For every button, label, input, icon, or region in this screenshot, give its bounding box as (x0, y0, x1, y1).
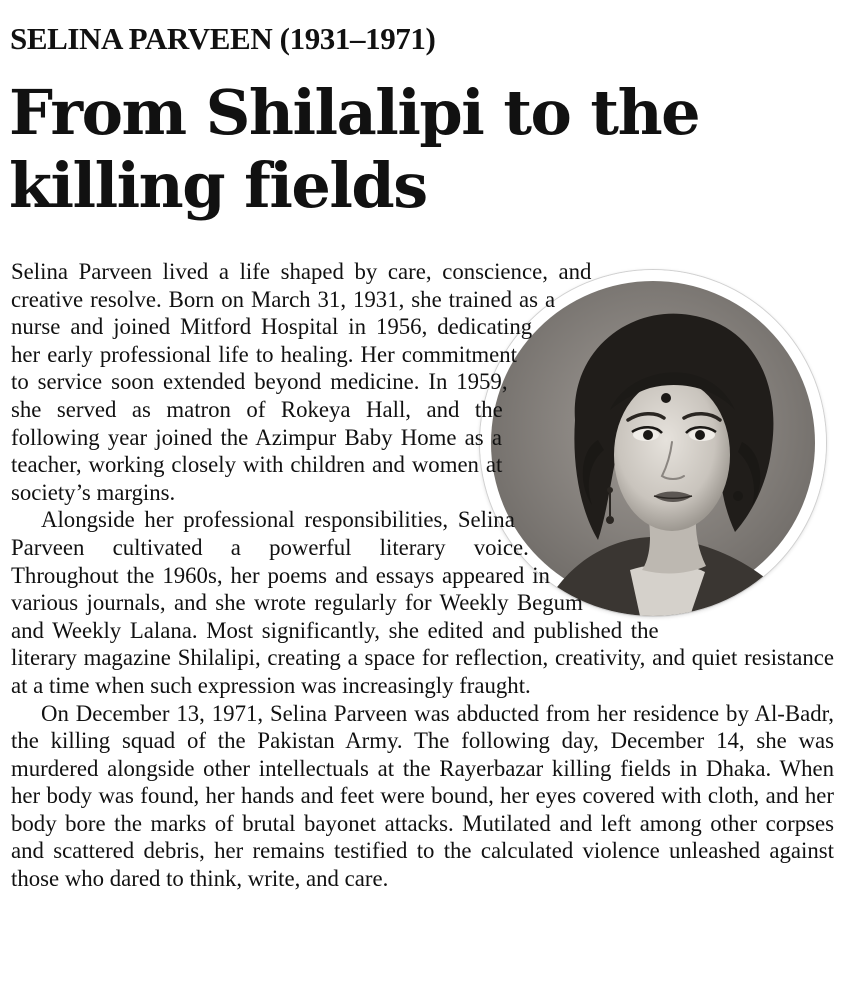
headline: From Shilalipi to the killing fields (9, 76, 700, 222)
article-paragraph: Alongside her professional responsibilities, Selina Parveen cultivated a powerful literary voice. Throughout the 1960s, her poems and essays appeared in various journals, and she wrote regularly for Weekly Begum and Weekly Lalana. Most significantly, she edited and published the literary magazine Shilalipi, creating a space for reflection, creativity, and quiet resistance at a time when such expression was increasingly fraught. (11, 507, 834, 698)
portrait-wrap-space (484, 258, 834, 622)
article-body (11, 258, 834, 893)
article-paragraph: On December 13, 1971, Selina Parveen was abducted from her residence by Al-Badr, the killing squad of the Pakistan Army. The following day, December 14, she was murdered alongside other intellectuals at the Rayerbazar killing fields in Dhaka. When her body was found, her hands and feet were bound, her eyes covered with cloth, and her body bore the marks of brutal bayonet attacks. Mutilated and left among other corpses and scattered debris, her remains testified to the calculated violence unleashed against those who dared to think, write, and care. (11, 700, 834, 892)
article-paragraph: Selina Parveen lived a life shaped by care, conscience, and creative resolve. Born on March 31, 1931, she trained as a nurse and joined Mitford Hospital in 1956, dedicating her early professional life to healing. Her commitment to service soon extended beyond medicine. In 1959, she served as matron of Rokeya Hall, and the following year joined the Azimpur Baby Home as a teacher, working closely with children and women at society’s margins. (11, 259, 592, 505)
kicker: SELINA PARVEEN (1931–1971) (10, 21, 436, 56)
